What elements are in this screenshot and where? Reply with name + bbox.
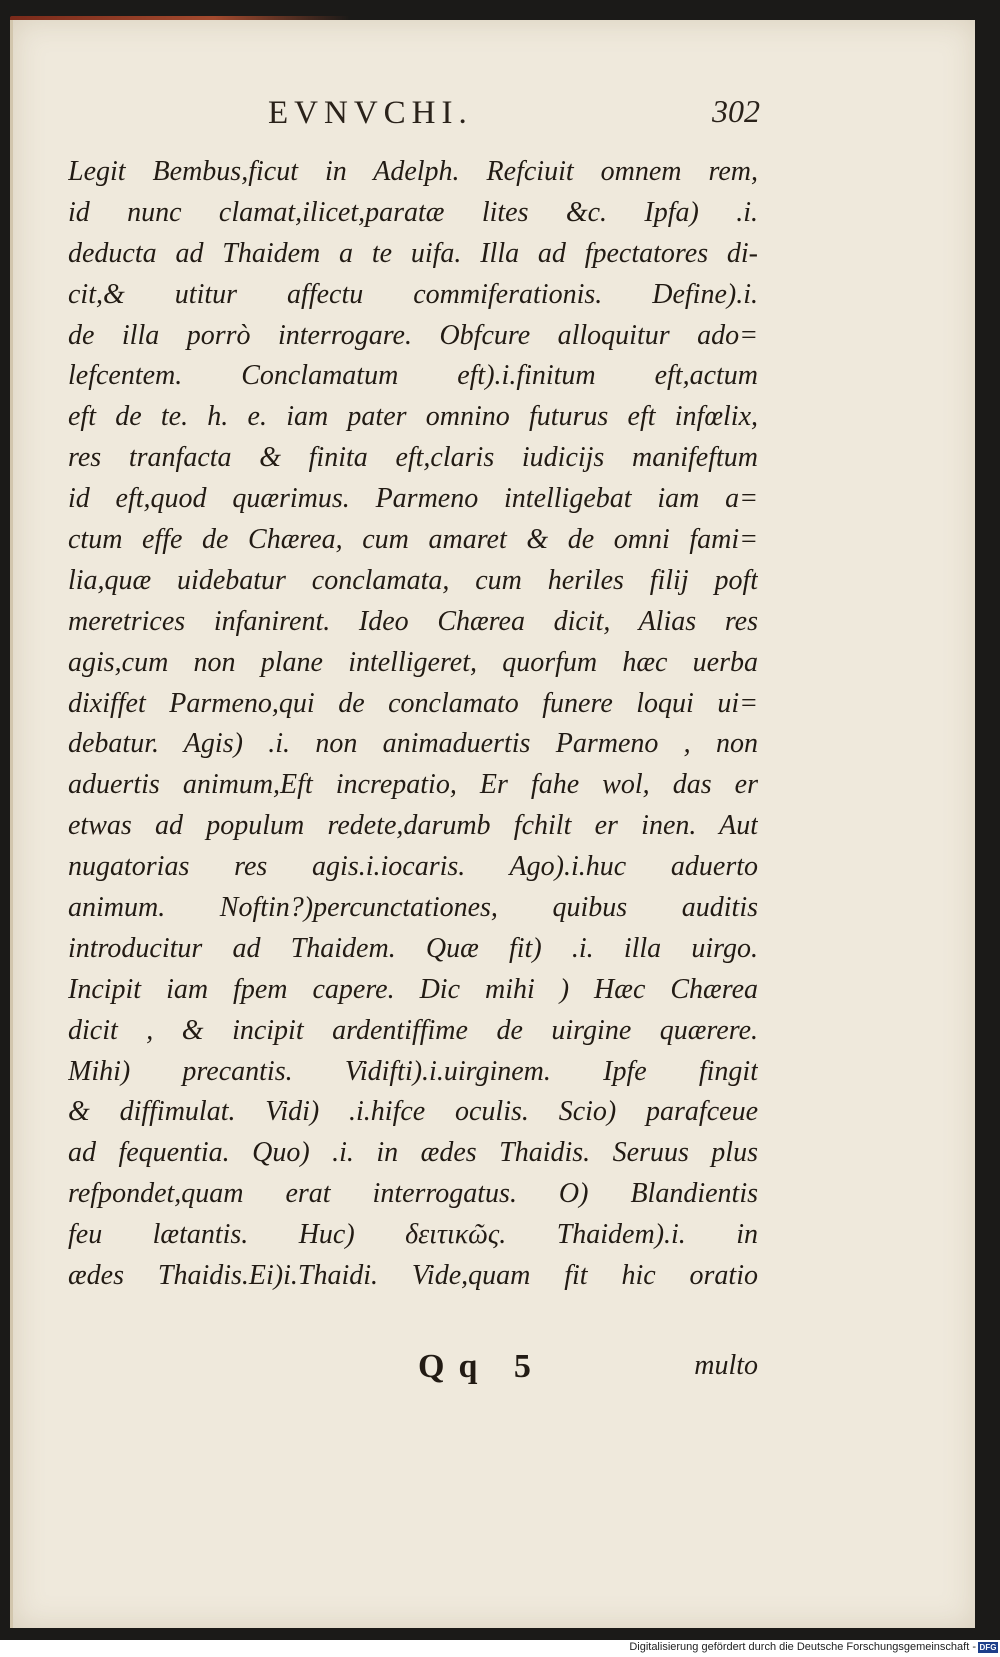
text-line: & diffimulat. Vidi) .i.hifce oculis. Scio) parafceue (68, 1096, 758, 1128)
page-header (70, 95, 760, 139)
text-line: etwas ad populum redete,darumb fchilt er inen. Aut (68, 810, 758, 842)
text-line: dicit , & incipit ardentiffime de uirgine quærere. (68, 1014, 758, 1046)
text-line: lefcentem. Conclamatum eft).i.finitum eft,actum (68, 360, 758, 392)
text-line: id eft,quod quærimus. Parmeno intelligebat iam a= (68, 483, 758, 515)
text-line: debatur. Agis) .i. non animaduertis Parmeno , non (68, 728, 758, 760)
credit-text: Digitalisierung gefördert durch die Deutsche Forschungsgemeinschaft - (629, 1641, 976, 1653)
text-line: res tranfacta & finita eft,claris iudicijs manifeftum (68, 442, 758, 474)
text-line: deducta ad Thaidem a te uifa. Illa ad fpectatores di- (68, 237, 758, 269)
text-line: nugatorias res agis.i.iocaris. Ago).i.huc aduerto (68, 851, 758, 883)
text-line: Legit Bembus,ficut in Adelph. Refciuit omnem rem, (68, 156, 758, 187)
signature-mark: Qq 5 (418, 1348, 545, 1385)
text-line: feu lætantis. Huc) δειτικῶς. Thaidem).i. in (68, 1219, 758, 1251)
catchword: multo (694, 1350, 758, 1381)
running-title: EVNVCHI. (268, 95, 473, 131)
credit-bar (0, 1640, 1000, 1657)
text-line: agis,cum non plane intelligeret, quorfum hæc uerba (68, 646, 758, 678)
text-line: id nunc clamat,ilicet,paratæ lites &c. Ipfa) .i. (68, 196, 758, 228)
text-line: animum. Noftin?)percunctationes, quibus auditis (68, 892, 758, 924)
text-line: ad fequentia. Quo) .i. in ædes Thaidis. Seruus plus (68, 1137, 758, 1169)
text-line: de illa porrò interrogare. Obfcure alloquitur ado= (68, 319, 758, 351)
text-line: eft de te. h. e. iam pater omnino futurus eft infœlix, (68, 401, 758, 433)
text-line: Incipit iam fpem capere. Dic mihi ) Hæc Chærea (68, 973, 758, 1005)
text-line: refpondet,quam erat interrogatus. O) Blandientis (68, 1178, 758, 1210)
page-footer (68, 1348, 758, 1392)
text-line: introducitur ad Thaidem. Quæ fit) .i. illa uirgo. (68, 932, 758, 964)
text-line: ctum effe de Chærea, cum amaret & de omni fami= (68, 524, 758, 556)
text-line: meretrices infanirent. Ideo Chærea dicit, Alias res (68, 605, 758, 637)
text-line: dixiffet Parmeno,qui de conclamato funere loqui ui= (68, 687, 758, 719)
commentary-text (68, 152, 758, 1297)
text-line: ædes Thaidis.Ei)i.Thaidi. Vide,quam fit hic oratio (68, 1260, 758, 1292)
text-line: lia,quæ uidebatur conclamata, cum heriles filij poft (68, 564, 758, 596)
page-number: 302 (712, 93, 760, 129)
dfg-logo: DFG (979, 1643, 997, 1652)
text-line: cit,& utitur affectu commiferationis. Define).i. (68, 278, 758, 310)
text-line: aduertis animum,Eft increpatio, Er fahe wol, das er (68, 769, 758, 801)
text-line: Mihi) precantis. Vidifti).i.uirginem. Ipfe fingit (68, 1055, 758, 1087)
